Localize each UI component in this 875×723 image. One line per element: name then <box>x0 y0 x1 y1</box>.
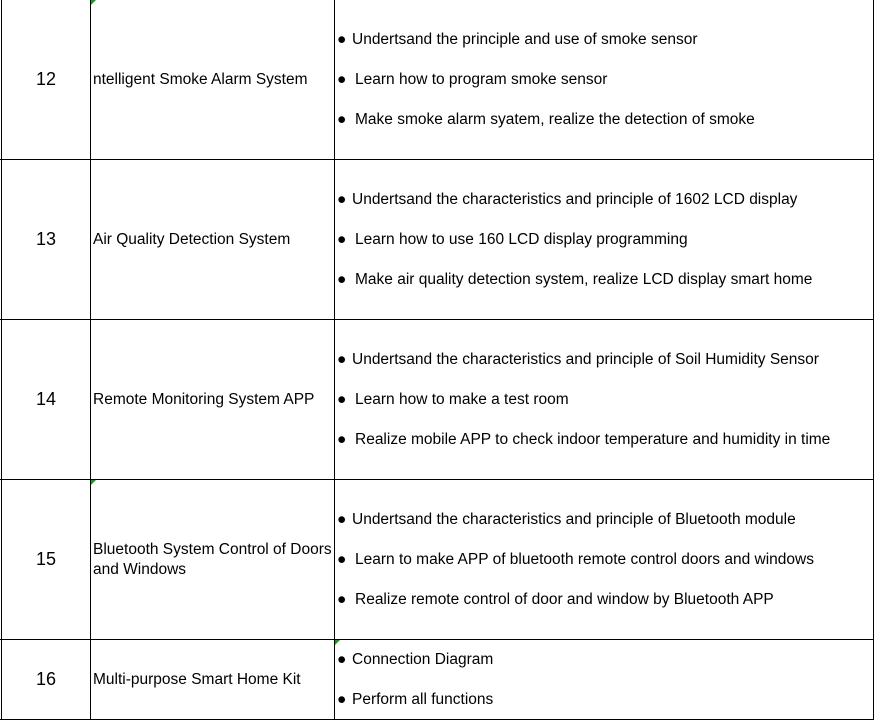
bullet-icon: ● <box>337 351 347 368</box>
table-row <box>0 480 875 639</box>
objective-item: ● Realize remote control of door and window by Bluetooth APP <box>337 591 774 608</box>
cell-marker-icon <box>91 0 96 5</box>
grid-line <box>334 0 335 720</box>
grid-line <box>0 479 874 480</box>
table-row <box>0 640 875 719</box>
grid-line <box>0 639 874 640</box>
objective-item: ● Undertsand the characteristics and principle of Bluetooth module <box>337 511 796 528</box>
row-number: 14 <box>35 389 57 409</box>
objectives-cell <box>335 320 873 479</box>
objectives-cell <box>335 160 873 319</box>
objective-item: ● Make smoke alarm syatem, realize the detection of smoke <box>337 111 755 128</box>
bullet-icon: ● <box>337 231 347 248</box>
cell-marker-icon <box>335 640 340 645</box>
objective-item: ● Learn how to use 160 LCD display programming <box>337 231 688 248</box>
grid-line <box>0 719 874 720</box>
bullet-icon: ● <box>337 691 347 708</box>
grid-line <box>873 0 874 720</box>
objective-item: ● Undertsand the principle and use of smoke sensor <box>337 31 698 48</box>
objective-item: ● Connection Diagram <box>337 651 494 668</box>
objective-item: ● Learn how to make a test room <box>337 391 569 408</box>
objectives-cell <box>335 0 873 159</box>
bullet-icon: ● <box>337 591 347 608</box>
project-title: Bluetooth System Control of Doors and Windows <box>93 540 332 578</box>
table-row <box>0 160 875 319</box>
objective-item: ● Learn to make APP of bluetooth remote control doors and windows <box>337 551 814 568</box>
grid-line <box>0 319 874 320</box>
objective-item: ● Undertsand the characteristics and principle of 1602 LCD display <box>337 191 798 208</box>
bullet-icon: ● <box>337 391 347 408</box>
bullet-icon: ● <box>337 71 347 88</box>
bullet-icon: ● <box>337 111 347 128</box>
project-title: ntelligent Smoke Alarm System <box>93 70 308 88</box>
objective-item: ● Perform all functions <box>337 691 494 708</box>
objective-item: ● Realize mobile APP to check indoor temperature and humidity in time <box>337 431 831 448</box>
table-row <box>0 320 875 479</box>
row-number: 16 <box>35 669 57 689</box>
objectives-cell <box>335 480 873 639</box>
bullet-icon: ● <box>337 431 347 448</box>
objective-item: ● Learn how to program smoke sensor <box>337 71 608 88</box>
bullet-icon: ● <box>337 31 347 48</box>
table-row <box>0 0 875 159</box>
cell-marker-icon <box>91 480 96 485</box>
objective-item: ● Make air quality detection system, realize LCD display smart home <box>337 271 813 288</box>
bullet-icon: ● <box>337 271 347 288</box>
bullet-icon: ● <box>337 551 347 568</box>
row-number: 12 <box>35 69 57 89</box>
bullet-icon: ● <box>337 191 347 208</box>
grid-line <box>0 159 874 160</box>
project-title: Air Quality Detection System <box>93 230 291 248</box>
row-number: 13 <box>35 229 57 249</box>
project-title: Remote Monitoring System APP <box>93 390 315 408</box>
project-title: Multi-purpose Smart Home Kit <box>93 670 301 688</box>
row-number: 15 <box>35 549 57 569</box>
grid-line <box>1 0 2 720</box>
bullet-icon: ● <box>337 511 347 528</box>
grid-line <box>90 0 91 720</box>
bullet-icon: ● <box>337 651 347 668</box>
objectives-cell <box>335 640 873 719</box>
objective-item: ● Undertsand the characteristics and principle of Soil Humidity Sensor <box>337 351 819 368</box>
